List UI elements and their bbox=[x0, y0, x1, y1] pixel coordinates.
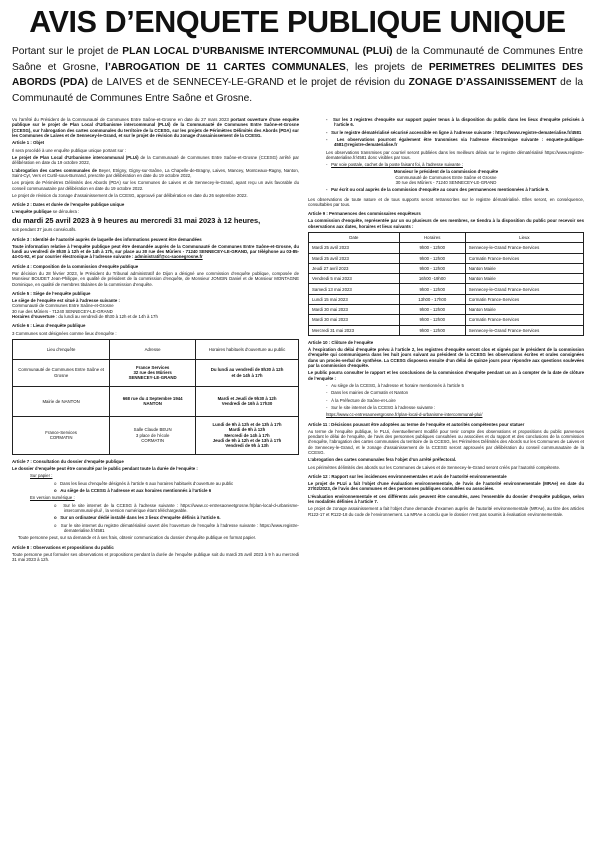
article-1-intro: Il sera procédé à une enquête publique unique portant sur : bbox=[12, 147, 126, 153]
table-row bbox=[309, 253, 584, 263]
lieux-cell-horaires: Du lundi au vendredi de 8h30 à 12h et de 14h à 17h bbox=[196, 359, 299, 386]
perm-cell-date: Mardi 25 avril 2023 bbox=[309, 243, 400, 253]
article-12-text-1: Le projet de PLUi a fait l’objet d’une évaluation environnementale, de l’avis de l’autorité environnementale (MRAe) en date du 27/02/2023, de l’avis des communes et des personnes publiques consultées ou associées. bbox=[308, 481, 584, 492]
perm-header-lieux: Lieux bbox=[465, 232, 583, 242]
obs-registres-papier-text: Sur les 3 registres d’enquête sur support papier tenus à la disposition du public dans les lieux d’enquête précisés à l’article 6. bbox=[332, 117, 584, 128]
article-7-digital-1: o Sur le site internet de la CCESG à l’adresse suivante : https://www.cc-entresaoneetgrosne.fr/plan-local-d-urbanisme-intercommunal-plui/ , la version numérique étant téléchargeable. bbox=[54, 502, 299, 514]
lieux-table-header-row bbox=[13, 339, 299, 359]
article-9-title: Article 9 : Permanences des commissaires enquêteurs bbox=[308, 211, 421, 217]
article-1-cartes-bold: L’abrogation des cartes communales de bbox=[12, 167, 97, 173]
table-row bbox=[309, 325, 584, 335]
article-6-title: Article 6 : Lieux d’enquête publique bbox=[12, 323, 86, 329]
article-1-zonage-bold: zonage d’assainissement de la CCESG, approuvé par délibération en date du 26 septembre 2022. bbox=[58, 192, 248, 198]
perm-table-header-row bbox=[309, 232, 584, 242]
article-10-item-1-text: Au siège de la CCESG, à l’adresse et horaire mentionnés à l’article 5 bbox=[331, 382, 464, 388]
perm-cell-lieux: Cormatin France-Services bbox=[465, 294, 583, 304]
page-title: AVIS D’ENQUETE PUBLIQUE UNIQUE bbox=[29, 5, 566, 39]
article-5-line-1: Le siège de l’enquête est situé à l’adresse suivante : bbox=[12, 298, 120, 304]
article-3-text bbox=[12, 244, 299, 260]
perm-header-horaires: Horaires bbox=[399, 232, 465, 242]
article-10-item-4: - Sur le site internet de la CCESG à l’adresse suivante : bbox=[326, 404, 436, 410]
perm-cell-horaires: 9h00 - 12h00 bbox=[399, 243, 465, 253]
article-7-copy: Toute personne peut, sur sa demande et à ses frais, obtenir communication du dossier d’enquête publique en format papier. bbox=[18, 535, 257, 541]
obs-registre-dematerialise-text: Sur le registre dématérialisé sécurisé accessible en ligne à l’adresse suivante : https://www.registre-dematerialise.fr/4581 bbox=[331, 129, 582, 135]
article-11-text-1: Au terme de l’enquête publique, le PLUi, éventuellement modifié pour tenir compte des observations et propositions du public parvenues pendant le délai de l’enquête, de l’avis des personnes publiques consultées ou associées et du rapport et des conclusions de la commission d’enquête, l’abrogation des cartes communales du territoire de la CCESG, les Périmètres Délimités des Abords sur les Communes de Laives et de Sennecey-le-Grand, et le zonage d’assainissement de la CCESG seront approuvés par délibération du conseil communautaire de la CCESG. bbox=[308, 428, 584, 455]
lieux-header-adresse: Adresse bbox=[110, 339, 196, 359]
preamble bbox=[12, 117, 299, 138]
article-5-hours-text: : du lundi au vendredi de 8h30 à 12h et de 14h à 17h bbox=[54, 313, 158, 319]
article-7-digital-3-text: Sur le site internet du registre dématérialisé ouvert dès l’ouverture de l’enquête à l’adresse suivante : https://www.registre-dematerialise.fr/4581 bbox=[60, 522, 299, 534]
obs-email-note: Les observations transmises par courriel seront publiées dans les meilleurs délais sur le registre dématérialisé https://www.registre-dematerialise.fr/4581 donc visibles par tous. bbox=[326, 149, 584, 160]
lieux-cell-horaires: Lundi de 9h à 12h et de 13h à 17h Mardi de 9h à 12h Mercredi de 14h à 17h Jeudi de 9h à 12h et de 13h à 17h Vendredi de 9h à 13h bbox=[196, 416, 299, 454]
intro-bold-plui: PLAN LOCAL D’URBANISME INTERCOMMUNAL (PLUi) bbox=[122, 46, 393, 57]
perm-cell-date: Lundi 15 mai 2023 bbox=[309, 294, 400, 304]
article-1-plui-bold: Le projet de Plan Local d’Urbanisme intercommunal (PLUi) bbox=[12, 155, 139, 161]
perm-cell-horaires: 9h00 - 12h00 bbox=[399, 253, 465, 263]
table-row bbox=[309, 294, 584, 304]
table-row bbox=[309, 315, 584, 325]
intro-bold-zonage: ZONAGE D’ASSAINISSEMENT bbox=[408, 77, 557, 88]
obs-oral-text: Par écrit ou oral auprès de la commission d’enquête au cours des permanences mentionnées à l’article 9. bbox=[331, 187, 550, 193]
article-10-item-4-text: Sur le site internet de la CCESG à l’adresse suivante : bbox=[331, 404, 436, 410]
lieux-table bbox=[12, 339, 299, 455]
obs-oral: - Par écrit ou oral auprès de la commission d’enquête au cours des permanences mentionnées à l’article 9. bbox=[326, 187, 550, 193]
intro-text-3: , les projets de bbox=[345, 61, 429, 73]
article-11-text-3: Les périmètres délimités des abords sur les Communes de Laives et de Sennecey-le-Grand seront créés par l’autorité compétente. bbox=[308, 464, 561, 470]
obs-postal-recipient: Monsieur le président de la commission d’enquête bbox=[393, 169, 499, 175]
intro-text-2: de la Communauté de Communes Entre Saône et Grosne, bbox=[12, 46, 583, 73]
article-11-text-2: L’abrogation des cartes communales fera l’objet d’un arrêté préfectoral. bbox=[308, 457, 457, 463]
article-1-cartes-text: Beyer, Etrigny, Gigny-sur-Saône, La Chapelle-de-Bragny, Laives, Mancey, Montceaux-Ragny, Nanton, Saint-Cyr, Vers et Curtil-sous-Burnand, prescrite par délibération en date du 19 octobre 2022, bbox=[12, 167, 299, 178]
article-1-cartes bbox=[12, 168, 299, 179]
article-5-line-2: Communauté de Communes Entre Saône-et-Grosne bbox=[12, 303, 114, 309]
article-12-text-2: L’évaluation environnementale et ces différents avis peuvent être consultés, avec l’ensemble du dossier d’enquête publique, selon les modalités définies à l’article 7. bbox=[308, 493, 584, 504]
intro-text-4: de LAIVES et de SENNECEY-LE-GRAND et le projet de révision du bbox=[88, 77, 409, 88]
lieux-cell-adresse: 668 rue du 4 Septembre 1944 NANTON bbox=[110, 386, 196, 416]
perm-cell-lieux: Nanton Mairie bbox=[465, 304, 583, 314]
lieux-cell-lieu: France-Services CORMATIN bbox=[13, 416, 110, 454]
obs-postal-text: Par voie postale, cachet de la poste faisant foi, à l’adresse suivante : bbox=[331, 162, 463, 168]
lieux-cell-adresse: France Services 32 rue des Mûriers SENNECEY-LE-GRAND bbox=[110, 359, 196, 386]
intro-text-5: de la Communauté de Communes Entre Saône et Grosne. bbox=[12, 77, 583, 104]
article-7-digital-1-text: Sur le site internet de la CCESG à l’adresse suivante : https://www.cc-entresaoneetgrosne.fr/plan-local-d-urbanisme-intercommunal-plui/ , la version numérique étant téléchargeable. bbox=[63, 502, 299, 514]
article-10-item-2: - Dans les mairies de Cormatin et Nanton bbox=[326, 390, 409, 396]
article-3-title: Article 3 : Identité de l’autorité auprès de laquelle des informations peuvent être demandées bbox=[12, 236, 202, 242]
table-row bbox=[309, 274, 584, 284]
article-11-title: Article 11 : Décisions pouvant être adoptées au terme de l’enquête et autorités compétentes pour statuer bbox=[308, 421, 525, 427]
perm-cell-horaires: 9h00 - 12h00 bbox=[399, 284, 465, 294]
article-5-hours bbox=[12, 314, 299, 319]
article-10-link[interactable]: https://www.cc-entresaoneetgrosne.fr/plan-local-d-urbanisme-intercommunal-plui/ bbox=[326, 412, 483, 418]
table-row bbox=[309, 284, 584, 294]
article-12-title: Article 12 : Rapport sur les incidences environnementales et avis de l’autorité environnementale bbox=[308, 473, 507, 479]
preamble-text-c: zonage d’assainissement de la CCESG. bbox=[180, 132, 262, 138]
article-7-paper-2: o Au siège de la CCESG à l’adresse et aux horaires mentionnés à l’article 6 bbox=[54, 488, 212, 494]
perm-cell-horaires: 9h00 - 12h00 bbox=[399, 325, 465, 335]
perm-cell-horaires: 13h00 - 17h00 bbox=[399, 294, 465, 304]
obs-email: - Les observations pourront également être transmises via l’adresse électronique suivante : enquete-publique-4581@registre-dematerialise.fr bbox=[326, 136, 584, 148]
perm-cell-date: Mardi 30 mai 2023 bbox=[309, 304, 400, 314]
intro-paragraph bbox=[12, 44, 583, 106]
article-7-paper-1: o Dans les lieux d’enquête désignés à l’article 6 aux horaires habituels d’ouverture au public bbox=[54, 480, 234, 486]
article-7-digital-2: o Sur un ordinateur dédié installé dans les 3 lieux d’enquête définis à l’article 6. bbox=[54, 515, 221, 521]
article-10-text-2: Le public pourra consulter le rapport et les conclusions de la commission d’enquête pendant un an à compter de la date de clôture de l’enquête : bbox=[308, 370, 584, 381]
perm-cell-lieux: Nanton Mairie bbox=[465, 263, 583, 273]
obs-postal-address: 30 rue des Mûriers - 71240 SENNECEY-LE-GRAND bbox=[395, 179, 497, 185]
permanences-table-wrapper bbox=[308, 232, 584, 336]
table-row bbox=[309, 263, 584, 273]
article-9-text: La commission d’enquête, représentée par un ou plusieurs de ses membres, se tiendra à la disposition du public pour recevoir ses observations aux dates, horaires et lieux suivants : bbox=[308, 218, 584, 229]
intro-text-1: Portant sur le projet de bbox=[12, 46, 123, 57]
article-3-body: Toute information relative à l’enquête publique peut être demandée auprès de la Communauté de Communes Entre Saône-et-Grosne, du lundi au vendredi de 8h30 à 12h et de 14h à 17h, sur place au 30 rue des Mûriers - 71240 SENNECEY-LE-GRAND, par téléphone au 03-85-44-01-92, et par courrier électronique à l’adresse suivante : bbox=[12, 243, 299, 260]
perm-cell-date: Vendredi 5 mai 2023 bbox=[309, 274, 400, 284]
article-1-zonage bbox=[12, 193, 299, 198]
left-column bbox=[12, 117, 299, 839]
perm-cell-lieux: Sennecey-le-Grand France-Services bbox=[465, 325, 583, 335]
article-8-title: Article 8 : Observations et propositions du public bbox=[12, 544, 114, 550]
article-7-intro: Le dossier d’enquête peut être consulté par le public pendant toute la durée de l’enquête : bbox=[12, 466, 198, 472]
article-2-dates: du mardi 25 avril 2023 à 9 heures au mercredi 31 mai 2023 à 12 heures, bbox=[12, 215, 261, 225]
perm-cell-lieux: Sennecey-le-Grand France-Services bbox=[465, 284, 583, 294]
preamble-text-b: portant ouverture d’une enquête publique sur le projet de Plan Local d’Urbanisme intercommunal (PLUi) de la Communauté de Communes Entre Saône-et-Grosne (CCESG), sur l’abrogation des cartes communales du territoire de la CCESG, sur les projets de Périmètres Délimités des Abords (PDA) sur les Communes de Laives et de Sennecey-le-Grand, et sur le projet de révision du bbox=[12, 117, 299, 138]
perm-cell-lieux: Cormatin France-Services bbox=[465, 315, 583, 325]
obs-transcription: Les observations de toute nature et de tous supports seront retranscrites sur le registre dématérialisé. Elles seront, en conséquence, consultables par tous. bbox=[308, 196, 584, 207]
obs-postal: - Par voie postale, cachet de la poste faisant foi, à l’adresse suivante : bbox=[326, 162, 463, 168]
lieux-header-lieu: Lieu d’enquête bbox=[13, 339, 110, 359]
article-7-paper-1-text: Dans les lieux d’enquête désignés à l’article 6 aux horaires habituels d’ouverture au public bbox=[60, 480, 234, 486]
article-2-bold: L’enquête publique bbox=[12, 209, 52, 215]
article-2-line-1 bbox=[12, 209, 299, 214]
lieux-header-horaires: Horaires habituels d’ouverture au public bbox=[196, 339, 299, 359]
article-3-email-link[interactable]: administratif@cc-saonegrosne.fr bbox=[134, 254, 203, 260]
obs-email-text: Les observations pourront également être transmises via l’adresse électronique suivante : enquete-publique-4581@registre-dematerialise.fr bbox=[334, 136, 584, 148]
permanences-table bbox=[308, 232, 584, 336]
obs-postal-org: Communauté de Communes Entre Saône et Grosne bbox=[395, 174, 497, 180]
article-4-text: Par décision du 28 février 2023, le Président du Tribunal administratif de Dijon a désigné une commission d’enquête publique, composée de Monsieur BOUDET Jean-Philippe, en qualité de président de la commission d’enquête, de Monsieur JONGIN Daniel et de Monsieur MONTAGNE Dominique, en qualité de membres titulaires de la commission d’enquête. bbox=[12, 271, 299, 287]
perm-cell-date: Mercredi 31 mai 2023 bbox=[309, 325, 400, 335]
article-1-title: Article 1 : Objet bbox=[12, 140, 45, 146]
table-row bbox=[13, 416, 299, 454]
perm-header-date: Date bbox=[309, 232, 400, 242]
article-7-digital-3: o Sur le site internet du registre dématérialisé ouvert dès l’ouverture de l’enquête à l’adresse suivante : https://www.registre-dematerialise.fr/4581 bbox=[54, 522, 299, 534]
perm-cell-horaires: 9h00 - 12h00 bbox=[399, 304, 465, 314]
intro-bold-pda: PERIMETRES DELIMITES DES ABORDS (PDA) bbox=[12, 61, 584, 88]
article-7-title: Article 7 : Consultation du dossier d’enquête publique bbox=[12, 458, 124, 464]
perm-cell-date: Samedi 13 mai 2023 bbox=[309, 284, 400, 294]
perm-cell-date: Mardi 30 mai 2023 bbox=[309, 315, 400, 325]
article-1-plui bbox=[12, 155, 299, 166]
lieux-cell-adresse: Salle Claude BEUN 3 place de l’école CORMATIN bbox=[110, 416, 196, 454]
perm-cell-lieux: Cormatin France-Services bbox=[465, 253, 583, 263]
lieux-cell-lieu: Communauté de Communes Entre Saône et Grosne bbox=[13, 359, 110, 386]
article-1-zonage-text: Le projet de révision du bbox=[12, 192, 59, 198]
table-row bbox=[309, 304, 584, 314]
article-1-plui-text: de la Communauté de Communes Entre Saône-et-Grosne (CCESG) arrêté par délibération en date du 19 octobre 2022, bbox=[12, 155, 299, 166]
preamble-text-a: Vu l’arrêté du Président de la Communauté de Communes Entre Saône-et-Grosne en date du 27 mars 2023 bbox=[12, 117, 231, 122]
table-row bbox=[13, 386, 299, 416]
article-10-item-3: - À la Préfecture de Saône-et-Loire bbox=[326, 397, 396, 403]
article-5-hours-bold: Horaires d’ouverture bbox=[12, 313, 55, 319]
article-4-title: Article 4 : Composition de la commission d’enquête publique bbox=[12, 263, 139, 269]
article-7-digital-2-text: Sur un ordinateur dédié installé dans les 3 lieux d’enquête définis à l’article 6. bbox=[60, 515, 221, 521]
article-10-text-1: À l’expiration du délai d’enquête prévu à l’article 2, les registres d’enquête seront clos et signés par le président de la commission d’enquête qui communiquera dans les huit jours suivant au président de la CCESG les observations écrites et orales consignées dans un procès-verbal de synthèse. La CCESG disposera ensuite d’un délai de quinze jours pour répondre aux questions soulevées par la commission d’enquête. bbox=[308, 347, 584, 368]
article-10-item-1: - Au siège de la CCESG, à l’adresse et horaire mentionnés à l’article 5 bbox=[326, 382, 464, 388]
lieux-table-wrapper bbox=[12, 339, 299, 455]
article-10-item-2-text: Dans les mairies de Cormatin et Nanton bbox=[331, 390, 409, 396]
article-8-text: Toute personne peut formuler ses observations et propositions pendant la durée de l’enquête publique soit du mardi 25 avril 2023 à 9 h au mercredi 31 mai 2023 à 12h. bbox=[12, 551, 299, 563]
obs-registres-papier: - Sur les 3 registres d’enquête sur support papier tenus à la disposition du public dans les lieux d’enquête précisés à l’article 6. bbox=[326, 117, 584, 128]
article-5-title: Article 5 : Siège de l’enquête publique bbox=[12, 290, 91, 296]
article-10-title: Article 10 : Clôture de l’enquête bbox=[308, 339, 374, 345]
article-10-item-3-text: À la Préfecture de Saône-et-Loire bbox=[331, 397, 396, 403]
perm-cell-horaires: 9h00 - 12h00 bbox=[399, 263, 465, 273]
lieux-cell-horaires: Mardi et Jeudi de 9h30 à 12h Vendredi de 16h à 17h30 bbox=[196, 386, 299, 416]
perm-cell-date: Jeudi 27 avril 2023 bbox=[309, 263, 400, 273]
article-2-duration: soit pendant 37 jours consécutifs. bbox=[12, 227, 77, 233]
article-1-pda: Les projets de Périmètres Délimités des Abords (PDA) sur les Communes de Laives et de Sennecey-le-Grand, ayant reçu un avis favorable du conseil communautaire par délibération en date du 19 octobre 2022. bbox=[12, 180, 299, 191]
perm-cell-date: Mardi 25 avril 2023 bbox=[309, 253, 400, 263]
article-12-text-3: Le projet de zonage assainissement a fait l’objet d’une demande d’examen auprès de l’autorité environnementale (MRAe), au titre des articles R122-17 et R122-18 du code de l’environnement. La MRAe a conclu que le dossier n’est pas soumis à évaluation environnementale. bbox=[308, 506, 584, 517]
lieux-cell-lieu: Mairie de NANTON bbox=[13, 386, 110, 416]
table-row bbox=[13, 359, 299, 386]
article-2-title: Article 2 : Dates et durée de l’enquête publique unique bbox=[12, 202, 125, 208]
article-7-paper-2-text: Au siège de la CCESG à l’adresse et aux horaires mentionnés à l’article 6 bbox=[60, 488, 212, 494]
perm-cell-lieux: Sennecey-le-Grand France-Services bbox=[465, 243, 583, 253]
perm-cell-horaires: 16h00 -19h00 bbox=[399, 274, 465, 284]
article-2-text: se déroulera : bbox=[51, 209, 80, 215]
article-7-paper: Sur papier : bbox=[30, 473, 53, 479]
right-column bbox=[308, 117, 584, 839]
perm-cell-lieux: Nanton Mairie bbox=[465, 274, 583, 284]
table-row bbox=[309, 243, 584, 253]
article-7-digital: En version numérique : bbox=[30, 495, 75, 501]
obs-registre-dematerialise: - Sur le registre dématérialisé sécurisé accessible en ligne à l’adresse suivante : https://www.registre-dematerialise.fr/4581 bbox=[326, 129, 582, 135]
article-5-line-3: 30 rue des Mûriers - 71240 SENNECEY-LE-GRAND bbox=[12, 308, 113, 314]
intro-bold-abrogation: l’ABROGATION DE 11 CARTES COMMUNALES bbox=[105, 61, 346, 73]
perm-cell-horaires: 9h00 - 12h00 bbox=[399, 315, 465, 325]
article-6-text: 3 Communes sont désignées comme lieux d’enquête : bbox=[12, 330, 117, 336]
